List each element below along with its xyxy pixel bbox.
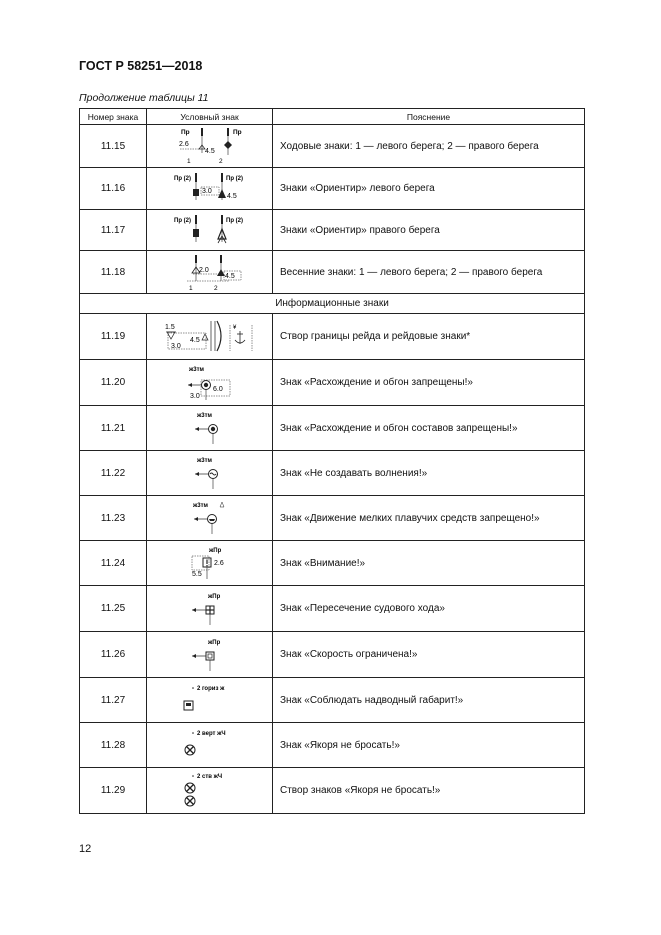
landmark-left-bank-icon <box>174 172 246 206</box>
table-row <box>80 541 585 586</box>
svg-text:4.5: 4.5 <box>204 148 215 155</box>
spring-signs-icon <box>177 253 243 291</box>
svg-text:2 верт жЧ: 2 верт жЧ <box>196 731 226 737</box>
svg-text:Пр (2): Пр (2) <box>173 218 191 224</box>
sign-number: 11.28 <box>80 723 147 768</box>
sign-explanation: Знаки «Ориентир» правого берега <box>273 210 585 251</box>
svg-text:Пр: Пр <box>232 129 242 136</box>
course-signs-icon <box>175 127 245 165</box>
sign-symbol <box>147 168 273 210</box>
sign-explanation: Знак «Не создавать волнения!» <box>273 451 585 496</box>
table-row <box>80 768 585 814</box>
sign-explanation: Знак «Скорость ограничена!» <box>273 632 585 678</box>
sign-explanation: Знак «Соблюдать надводный габарит!» <box>273 678 585 723</box>
sign-symbol <box>147 360 273 406</box>
no-small-craft-icon <box>192 500 228 536</box>
svg-text:ж3тм: ж3тм <box>196 413 212 419</box>
sign-explanation: Знаки «Ориентир» левого берега <box>273 168 585 210</box>
page-number: 12 <box>79 843 92 855</box>
sign-explanation: Створ границы рейда и рейдовые знаки* <box>273 314 585 360</box>
svg-text:1: 1 <box>186 158 191 165</box>
sign-number: 11.20 <box>80 360 147 406</box>
asterisk-icon: ¥ <box>232 324 236 331</box>
table-row <box>80 210 585 251</box>
sign-number: 11.17 <box>80 210 147 251</box>
svg-text:Пр (2): Пр (2) <box>225 218 243 224</box>
svg-text:2: 2 <box>213 285 218 292</box>
sign-number: 11.25 <box>80 586 147 632</box>
sign-symbol <box>147 210 273 251</box>
sign-symbol <box>147 314 273 360</box>
svg-text:6.0: 6.0 <box>212 385 223 393</box>
svg-text:1: 1 <box>188 285 193 292</box>
roadstead-boundary-icon <box>164 319 256 355</box>
sign-symbol <box>147 723 273 768</box>
svg-text:2 ств жЧ: 2 ств жЧ <box>196 773 222 780</box>
svg-text:жПр: жПр <box>207 593 220 600</box>
sign-explanation: Знак «Пересечение судового хода» <box>273 586 585 632</box>
svg-text:4.5: 4.5 <box>226 192 237 200</box>
sign-symbol <box>147 632 273 678</box>
svg-text:3.0: 3.0 <box>170 342 181 350</box>
sign-explanation: Створ знаков «Якоря не бросать!» <box>273 768 585 814</box>
table-row <box>80 125 585 168</box>
svg-text:ж3тм: ж3тм <box>192 503 208 509</box>
svg-text:Пр (2): Пр (2) <box>173 175 191 182</box>
sign-symbol <box>147 451 273 496</box>
sign-number: 11.16 <box>80 168 147 210</box>
sign-explanation: Знак «Движение мелких плавучих средств запрещено!» <box>273 496 585 541</box>
sign-explanation: Весенние знаки: 1 — левого берега; 2 — правого берега <box>273 251 585 294</box>
table-row <box>80 451 585 496</box>
column-header-symbol: Условный знак <box>147 109 273 125</box>
table-row <box>80 168 585 210</box>
sign-symbol <box>147 125 273 168</box>
sign-explanation: Знак «Расхождение и обгон запрещены!» <box>273 360 585 406</box>
svg-text:Пр (2): Пр (2) <box>225 175 243 182</box>
table-caption: Продолжение таблицы 11 <box>79 92 209 104</box>
svg-text:1.5: 1.5 <box>164 323 175 331</box>
svg-text:ж3тм: ж3тм <box>196 458 212 464</box>
sign-explanation: Ходовые знаки: 1 — левого берега; 2 — правого берега <box>273 125 585 168</box>
sign-number: 11.27 <box>80 678 147 723</box>
table-row <box>80 632 585 678</box>
sign-number: 11.21 <box>80 406 147 451</box>
svg-text:жПр: жПр <box>207 639 220 646</box>
svg-text:3.0: 3.0 <box>201 187 212 195</box>
svg-text:2.0: 2.0 <box>198 267 209 274</box>
sign-number: 11.18 <box>80 251 147 294</box>
sign-explanation: Знак «Расхождение и обгон составов запрещены!» <box>273 406 585 451</box>
sign-number: 11.15 <box>80 125 147 168</box>
svg-text:4.5: 4.5 <box>224 273 235 280</box>
no-anchoring-icon <box>180 728 240 762</box>
sign-number: 11.29 <box>80 768 147 814</box>
document-title: ГОСТ Р 58251—2018 <box>79 59 203 73</box>
table-row <box>80 586 585 632</box>
no-convoy-overtaking-icon <box>193 410 227 446</box>
svg-text:2: 2 <box>218 158 223 165</box>
speed-limit-icon <box>190 637 230 673</box>
landmark-right-bank-icon <box>174 214 246 246</box>
overhead-clearance-icon <box>180 683 240 717</box>
column-header-explanation: Пояснение <box>273 109 585 125</box>
signs-table <box>79 108 585 814</box>
sign-symbol <box>147 768 273 814</box>
sign-symbol <box>147 251 273 294</box>
svg-text:2.6: 2.6 <box>178 141 189 148</box>
table-row <box>80 496 585 541</box>
sign-number: 11.23 <box>80 496 147 541</box>
svg-text:Пр: Пр <box>180 129 190 136</box>
svg-text:2.6: 2.6 <box>213 560 224 567</box>
svg-text:2 гориз ж: 2 гориз ж <box>196 686 224 692</box>
sign-symbol <box>147 541 273 586</box>
svg-text:3.0: 3.0 <box>189 392 200 400</box>
no-overtaking-icon <box>188 364 232 402</box>
svg-text:4.5: 4.5 <box>189 336 200 344</box>
sign-number: 11.19 <box>80 314 147 360</box>
svg-text:5.5: 5.5 <box>191 571 202 578</box>
table-row <box>80 723 585 768</box>
table-header-row <box>80 109 585 125</box>
table-row <box>80 360 585 406</box>
section-row <box>80 294 585 314</box>
table-row <box>80 314 585 360</box>
sign-explanation: Знак «Внимание!» <box>273 541 585 586</box>
sign-explanation: Знак «Якоря не бросать!» <box>273 723 585 768</box>
svg-text:жПр: жПр <box>208 548 221 554</box>
section-title: Информационные знаки <box>80 294 585 314</box>
table-row <box>80 406 585 451</box>
svg-text:ж3тм: ж3тм <box>188 366 204 373</box>
no-waves-icon <box>193 455 227 491</box>
table-row <box>80 678 585 723</box>
sign-number: 11.24 <box>80 541 147 586</box>
sign-symbol <box>147 406 273 451</box>
sign-number: 11.26 <box>80 632 147 678</box>
sign-symbol <box>147 678 273 723</box>
sign-symbol <box>147 586 273 632</box>
sign-symbol <box>147 496 273 541</box>
sign-number: 11.22 <box>80 451 147 496</box>
table-row <box>80 251 585 294</box>
column-header-number: Номер знака <box>80 109 147 125</box>
fairway-crossing-icon <box>190 591 230 627</box>
attention-icon <box>189 545 231 581</box>
no-anchoring-range-icon <box>180 771 240 811</box>
